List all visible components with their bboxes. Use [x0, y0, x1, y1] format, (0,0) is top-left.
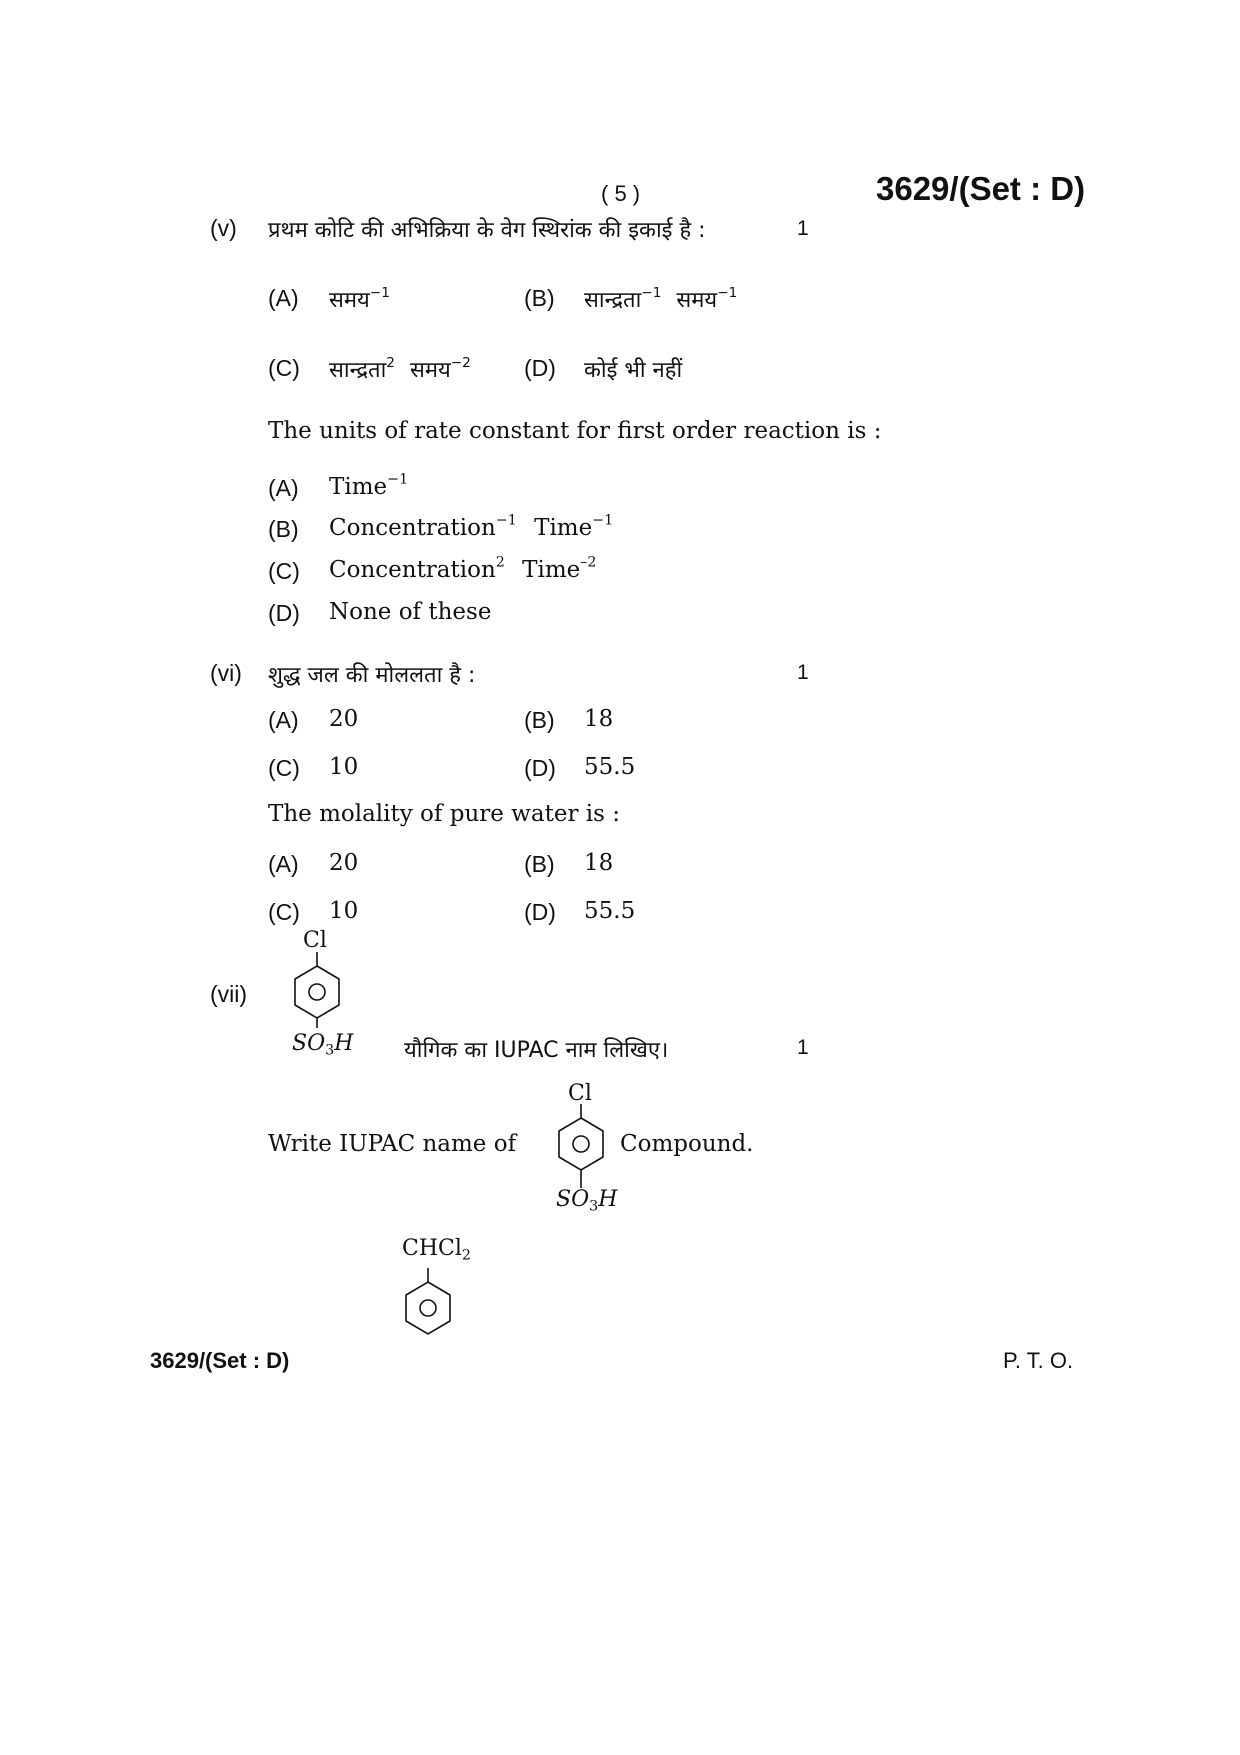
- question-number-vii: (vii): [210, 981, 248, 1007]
- q5-hi-option-d-label: (D): [524, 355, 556, 381]
- q5-en-option-d: None of these: [329, 599, 492, 625]
- q6-en-option-value: 20: [329, 850, 359, 876]
- q5-hi-option-c: सान्द्रता$^2$ समय$^{-2}$: [329, 354, 471, 383]
- q5-en-option-a-label: (A): [268, 475, 299, 501]
- structure2-so3h-label: $SO_3H$: [556, 1187, 618, 1215]
- q5-en-option-b: Concentration$^{-1}$ Time$^{-1}$: [329, 512, 614, 541]
- paper-code-header: 3629/(Set : D): [876, 170, 1086, 207]
- q6-en-option-value: 10: [329, 898, 359, 924]
- q6-hi-option-label: (C): [268, 755, 300, 781]
- q6-en-option-label: (B): [524, 851, 555, 877]
- question-number-vi: (vi): [210, 660, 242, 686]
- q6-marks: 1: [797, 661, 809, 684]
- q5-hindi-question: प्रथम कोटि की अभिक्रिया के वेग स्थिरांक की इकाई है :: [268, 218, 706, 243]
- q5-hi-option-a: समय$^{-1}$: [329, 284, 390, 313]
- q5-hi-option-b-label: (B): [524, 285, 555, 311]
- q5-marks: 1: [797, 217, 809, 240]
- q6-en-option-label: (C): [268, 899, 300, 925]
- q6-hi-option-value: 55.5: [584, 754, 636, 780]
- q5-hi-option-c-label: (C): [268, 355, 300, 381]
- q6-en-option-value: 18: [584, 850, 614, 876]
- q5-en-option-c-label: (C): [268, 558, 300, 584]
- q5-en-option-a: Time$^{-1}$: [329, 471, 409, 500]
- q6-hi-option-label: (D): [524, 755, 556, 781]
- benzene-ring-icon: [556, 1104, 606, 1188]
- structure3-chcl2-label: CHCl$_2$: [402, 1236, 471, 1264]
- q6-en-option-label: (A): [268, 851, 299, 877]
- benzene-ring-icon: [292, 952, 342, 1028]
- structure1-so3h-label: $SO_3H$: [292, 1031, 354, 1059]
- q6-en-option-value: 55.5: [584, 898, 636, 924]
- q6-english-question: The molality of pure water is :: [268, 801, 620, 827]
- q6-hi-option-value: 10: [329, 754, 359, 780]
- q5-en-option-b-label: (B): [268, 516, 299, 542]
- q5-hi-option-a-label: (A): [268, 285, 299, 311]
- q6-hi-option-label: (B): [524, 707, 555, 733]
- q5-en-option-c: Concentration$^2$ Time$^{-2}$: [329, 554, 597, 583]
- page-number: ( 5 ): [601, 181, 641, 206]
- pto-label: P. T. O.: [1003, 1348, 1074, 1373]
- q6-hi-option-label: (A): [268, 707, 299, 733]
- structure1-cl-label: Cl: [303, 928, 327, 953]
- paper-code-footer: 3629/(Set : D): [150, 1348, 290, 1373]
- q5-hi-option-d: कोई भी नहीं: [584, 358, 683, 383]
- q5-english-question: The units of rate constant for first order reaction is :: [268, 418, 882, 444]
- benzene-ring-icon: [403, 1268, 453, 1338]
- q6-hi-option-value: 18: [584, 706, 614, 732]
- q6-hi-option-value: 20: [329, 706, 359, 732]
- q5-en-option-d-label: (D): [268, 600, 300, 626]
- q7-english-question-end: Compound.: [620, 1131, 754, 1157]
- q6-en-option-label: (D): [524, 899, 556, 925]
- structure2-cl-label: Cl: [568, 1081, 592, 1106]
- q6-hindi-question: शुद्ध जल की मोललता है :: [268, 663, 476, 688]
- q7-hindi-question: यौगिक का IUPAC नाम लिखिए।: [404, 1038, 669, 1063]
- q5-hi-option-b: सान्द्रता$^{-1}$ समय$^{-1}$: [584, 284, 738, 313]
- q7-english-question-start: Write IUPAC name of: [268, 1131, 517, 1157]
- question-number-v: (v): [210, 215, 237, 241]
- q7-marks: 1: [797, 1036, 809, 1059]
